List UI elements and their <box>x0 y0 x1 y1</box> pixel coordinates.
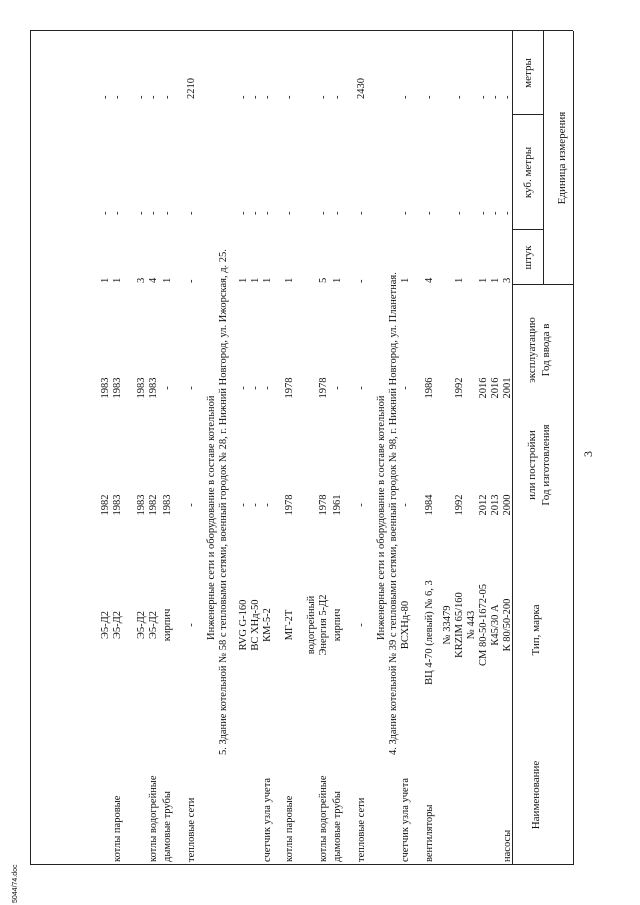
row-year-made: 1982 <box>100 494 111 516</box>
row-m: - <box>238 95 249 99</box>
row-type: КМ-5-2 <box>262 608 273 642</box>
row-type: Э5-Д2 <box>148 610 159 640</box>
row-m3: - <box>238 211 249 215</box>
page-number: 3 <box>581 451 595 457</box>
row-m3: - <box>148 211 159 215</box>
row-m: - <box>454 95 465 99</box>
row-type: - <box>356 623 367 627</box>
row-m3: - <box>284 211 295 215</box>
row-year-made: 1961 <box>332 494 343 516</box>
row-year-in: - <box>162 386 173 390</box>
row-type: ВС ХНд-50 <box>250 599 261 651</box>
row-name: счетчик узла учета <box>262 777 273 862</box>
row-pcs: 3 <box>502 277 513 283</box>
row-m: 2210 <box>186 78 197 99</box>
header-name: Наименование <box>530 760 542 830</box>
header-divider <box>512 31 513 865</box>
row-name: тепловые сети <box>186 797 197 862</box>
row-pcs: 1 <box>100 277 111 283</box>
row-type: KRZIM 65/160 <box>454 592 465 658</box>
row-year-made: - <box>186 503 197 507</box>
row-type: К 80/50-200 <box>502 598 513 652</box>
header-type: Тип, марка <box>530 604 542 656</box>
row-year-in: - <box>238 386 249 390</box>
row-type: ВЦ 4-70 (левый) № 6, 3 <box>424 580 435 685</box>
row-m: - <box>424 95 435 99</box>
row-name: котлы водогрейные <box>318 775 329 862</box>
row-m3: - <box>454 211 465 215</box>
row-pcs: 1 <box>478 277 489 283</box>
row-year-in: - <box>262 386 273 390</box>
row-m: - <box>262 95 273 99</box>
row-name: вентиляторы <box>424 804 435 862</box>
row-year-in: 1983 <box>100 377 111 399</box>
row-type: СМ 80-50-1672-05 <box>478 584 489 666</box>
row-type: Э5-Д2 <box>112 610 123 640</box>
row-type: Э5-Д2 <box>136 610 147 640</box>
row-name: дымовые трубы <box>332 791 343 862</box>
row-year-made: 1978 <box>284 494 295 516</box>
row-type: кирпич <box>162 608 173 642</box>
row-pcs: 1 <box>238 277 249 283</box>
row-pcs: 1 <box>454 277 465 283</box>
row-year-made: 1982 <box>148 494 159 516</box>
row-year-in: 2016 <box>478 377 489 399</box>
row-year-in: - <box>186 386 197 390</box>
row-type: - <box>186 623 197 627</box>
row-type-cont: водогрейный <box>306 595 317 655</box>
header-year-made-1: Год изготовления <box>540 424 552 506</box>
row-year-in: - <box>332 386 343 390</box>
row-type: Э5-Д2 <box>100 610 111 640</box>
row-pcs: 1 <box>250 277 261 283</box>
row-type: МГ-2Т <box>284 609 295 641</box>
row-m: - <box>490 95 501 99</box>
row-type: ВСХНд-80 <box>400 600 411 650</box>
row-m: - <box>162 95 173 99</box>
row-m3: - <box>490 211 501 215</box>
row-year-made: 1984 <box>424 494 435 516</box>
row-year-made: 2012 <box>478 494 489 516</box>
row-year-made: 1983 <box>112 494 123 516</box>
row-year-made: 1992 <box>454 494 465 516</box>
header-year-made-2: или постройки <box>526 430 538 500</box>
row-year-made: 1983 <box>162 494 173 516</box>
row-pcs: 1 <box>162 277 173 283</box>
row-m3: - <box>318 211 329 215</box>
row-m3: - <box>332 211 343 215</box>
row-year-in: - <box>250 386 261 390</box>
row-year-in: 2001 <box>502 377 513 399</box>
row-m: - <box>332 95 343 99</box>
row-pcs: 1 <box>332 277 343 283</box>
row-type: К45/30 А <box>490 604 501 646</box>
row-m: - <box>136 95 147 99</box>
row-name: котлы водогрейные <box>148 775 159 862</box>
row-year-in: 2016 <box>490 377 501 399</box>
section-5-title: 5. Здание котельной № 58 с тепловыми сетями, военный городок № 28, г. Нижний Новгород, ул. Ижорская, д. 25. <box>218 249 229 755</box>
header-year-in-2: эксплуатацию <box>526 317 538 383</box>
row-m: - <box>284 95 295 99</box>
row-m3: - <box>502 211 513 215</box>
row-pcs: 5 <box>318 277 329 283</box>
row-m: - <box>318 95 329 99</box>
row-year-made: - <box>356 503 367 507</box>
row-m: - <box>502 95 513 99</box>
row-name: счетчик узла учета <box>400 777 411 862</box>
row-m3: - <box>250 211 261 215</box>
row-year-made: 1978 <box>318 494 329 516</box>
header-unit: Единица измерения <box>556 111 568 205</box>
row-year-in: 1983 <box>112 377 123 399</box>
row-year-made: 1983 <box>136 494 147 516</box>
header-m: метры <box>522 58 534 88</box>
row-pcs: 4 <box>424 277 435 283</box>
table-border-top <box>573 31 574 865</box>
row-year-in: 1986 <box>424 377 435 399</box>
section-4-title: 4. Здание котельной № 39 с тепловыми сетями, военный городок № 98, г. Нижний Новгород, ул. Планетная. <box>388 272 399 755</box>
row-m3: - <box>356 211 367 215</box>
row-m3: - <box>112 211 123 215</box>
row-year-made: - <box>238 503 249 507</box>
row-name: дымовые трубы <box>162 791 173 862</box>
row-m3: - <box>136 211 147 215</box>
row-year-in: - <box>400 386 411 390</box>
row-year-made: - <box>262 503 273 507</box>
row-m3: - <box>424 211 435 215</box>
row-pcs: 4 <box>148 277 159 283</box>
section-5-subtitle: Инженерные сети и оборудование в составе котельной <box>206 395 217 640</box>
row-m3: - <box>262 211 273 215</box>
table-border-right <box>30 30 573 31</box>
row-type: RVG G-160 <box>238 599 249 651</box>
row-pcs: 1 <box>284 277 295 283</box>
row-type: Энергия 5-Д2 <box>318 594 329 656</box>
row-year-in: 1992 <box>454 377 465 399</box>
row-name: котлы паровые <box>284 795 295 862</box>
row-year-in: 1983 <box>136 377 147 399</box>
row-type: кирпич <box>332 608 343 642</box>
row-pcs: 1 <box>490 277 501 283</box>
row-m: - <box>250 95 261 99</box>
row-m: - <box>478 95 489 99</box>
header-year-in-1: Год ввода в <box>540 323 552 377</box>
row-type-cont: № 443 <box>466 610 477 640</box>
section-4-subtitle: Инженерные сети и оборудование в составе котельной <box>376 395 387 640</box>
row-m: - <box>400 95 411 99</box>
row-m3: - <box>100 211 111 215</box>
row-m3: - <box>478 211 489 215</box>
row-pcs: 1 <box>112 277 123 283</box>
row-name: котлы паровые <box>112 795 123 862</box>
header-pcs: штук <box>522 245 534 270</box>
file-name: 5044/74.doc <box>12 864 19 903</box>
row-year-in: - <box>356 386 367 390</box>
row-m3: - <box>162 211 173 215</box>
row-year-in: 1978 <box>284 377 295 399</box>
table-border-left <box>30 864 573 865</box>
row-year-made: 2013 <box>490 494 501 516</box>
row-name: насосы <box>502 829 513 862</box>
row-year-in: 1978 <box>318 377 329 399</box>
row-m: - <box>112 95 123 99</box>
unit-subheader-divider <box>543 31 544 285</box>
row-pcs: 1 <box>262 277 273 283</box>
row-year-made: - <box>250 503 261 507</box>
row-m3: - <box>400 211 411 215</box>
row-year-in: 1983 <box>148 377 159 399</box>
row-year-made: - <box>400 503 411 507</box>
header-m3: куб. метры <box>522 146 534 199</box>
row-m: - <box>100 95 111 99</box>
row-type-cont: № 33479 <box>442 605 453 645</box>
table-border-bottom <box>30 31 31 865</box>
row-pcs: - <box>356 279 367 283</box>
row-pcs: - <box>186 279 197 283</box>
row-name: тепловые сети <box>356 797 367 862</box>
row-pcs: 1 <box>400 277 411 283</box>
row-year-made: 2000 <box>502 494 513 516</box>
row-m: 2430 <box>356 78 367 99</box>
row-m3: - <box>186 211 197 215</box>
row-m: - <box>148 95 159 99</box>
row-pcs: 3 <box>136 277 147 283</box>
